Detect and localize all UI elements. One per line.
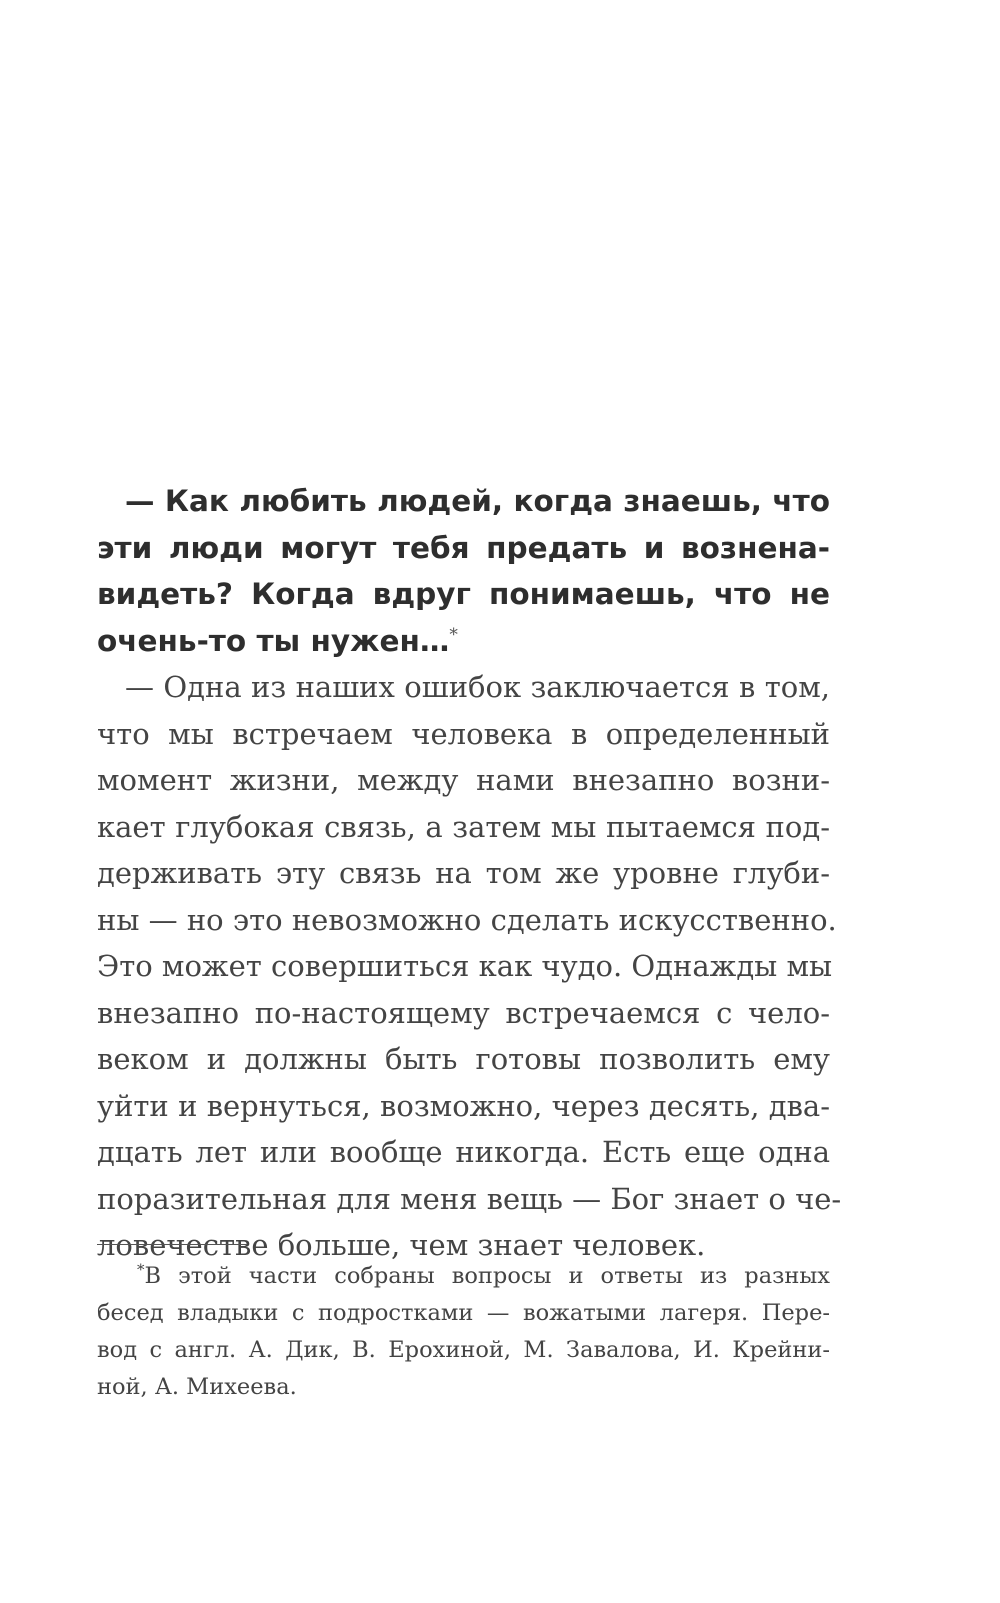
question-line-text: очень-то ты нужен…	[97, 623, 450, 658]
answer-line: держивать эту связь на том же уровне глуби-	[97, 856, 830, 890]
footnote-line: бесед владыки с подростками — вожатыми лагеря. Пере-	[97, 1300, 830, 1326]
answer-line: что мы встречаем человека в определенный	[97, 716, 830, 751]
answer-paragraph	[97, 664, 842, 1269]
main-text	[97, 478, 842, 1269]
footnote-reference-marker: *	[449, 624, 458, 645]
answer-line: дцать лет или вообще никогда. Есть еще одна	[97, 1135, 830, 1169]
footnote	[97, 1258, 830, 1406]
answer-line: — Одна из наших ошибок заключается в том,	[125, 670, 830, 704]
footnote-marker: *	[137, 1260, 145, 1279]
question-paragraph	[97, 478, 830, 664]
question-line: эти люди могут тебя предать и вознена-	[97, 530, 830, 565]
answer-line: уйти и вернуться, возможно, через десять, два-	[97, 1088, 830, 1123]
answer-line: поразительная для меня вещь — Бог знает о че-	[97, 1181, 842, 1216]
answer-line: внезапно по-настоящему встречаемся с чело-	[97, 995, 830, 1030]
footnote-line: вод с англ. А. Дик, В. Ерохиной, М. Завалова, И. Крейни-	[97, 1337, 830, 1363]
answer-line: Это может совершиться как чудо. Однажды мы	[97, 949, 833, 983]
footnote-line-text: В этой части собраны вопросы и ответы из разных	[144, 1263, 830, 1289]
question-line: — Как любить людей, когда знаешь, что	[125, 484, 830, 518]
answer-line: момент жизни, между нами внезапно возни-	[97, 763, 830, 797]
answer-line: веком и должны быть готовы позволить ему	[97, 1042, 830, 1076]
footnote-line-last: ной, А. Михеева.	[97, 1374, 297, 1400]
answer-line-last: ловечестве больше, чем знает человек.	[97, 1228, 706, 1262]
question-line: видеть? Когда вдруг понимаешь, что не	[97, 577, 830, 611]
answer-line: кает глубокая связь, а затем мы пытаемся под-	[97, 809, 830, 844]
footnote-line-first	[97, 1258, 830, 1295]
footnote-divider	[97, 1244, 247, 1245]
answer-line: ны — но это невозможно сделать искусственно.	[97, 902, 837, 937]
question-line-last	[97, 618, 830, 665]
